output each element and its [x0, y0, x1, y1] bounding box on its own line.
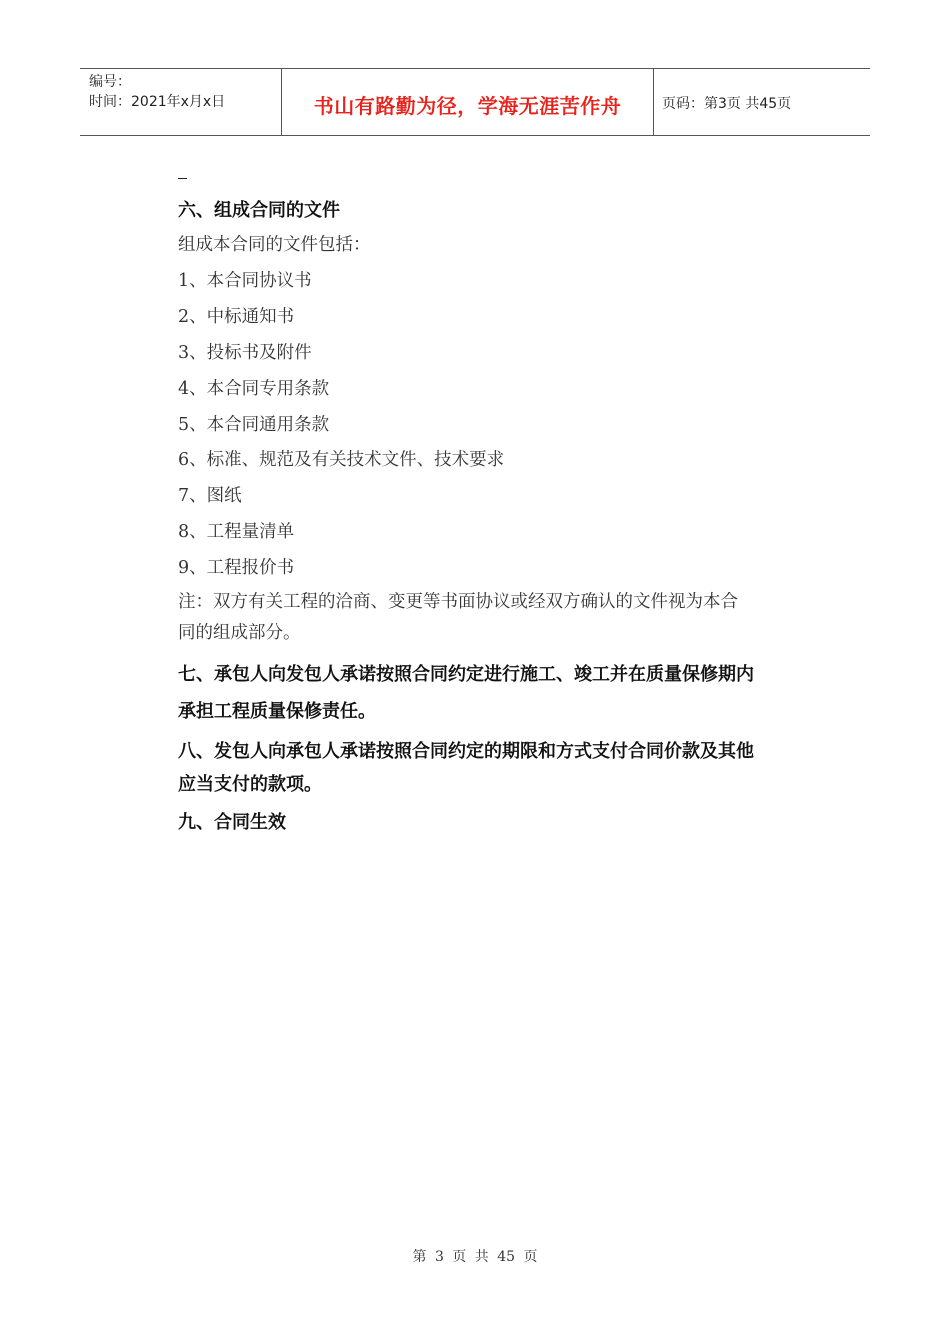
header-meta — [80, 69, 282, 135]
header-page-info: 页码：第3页 共45页 — [662, 96, 792, 112]
section-6-heading: 六、组成合同的文件 — [178, 200, 340, 221]
section-7-line: 七、承包人向发包人承诺按照合同约定进行施工、竣工并在质量保修期内 — [178, 664, 754, 685]
document-date: 时间：2021年x月x日 — [89, 94, 226, 110]
list-item: 2、中标通知书 — [178, 307, 295, 327]
page-footer: 第 3 页 共 45 页 — [412, 1249, 538, 1265]
list-item: 4、本合同专用条款 — [178, 379, 330, 399]
section-7-line: 承担工程质量保修责任。 — [178, 701, 376, 722]
dash-mark — [178, 178, 187, 179]
list-item: 1、本合同协议书 — [178, 271, 312, 291]
list-item: 7、图纸 — [178, 486, 242, 506]
note-line: 注：双方有关工程的洽商、变更等书面协议或经双方确认的文件视为本合 — [178, 592, 738, 612]
document-number-label: 编号： — [89, 74, 131, 90]
page-header — [80, 68, 870, 136]
list-item: 5、本合同通用条款 — [178, 415, 330, 435]
list-item: 3、投标书及附件 — [178, 343, 312, 363]
section-6-intro: 组成本合同的文件包括： — [178, 235, 371, 255]
section-8-heading — [178, 735, 818, 801]
section-8-line: 应当支付的款项。 — [178, 774, 322, 795]
list-item: 6、标准、规范及有关技术文件、技术要求 — [178, 450, 505, 470]
list-item: 9、工程报价书 — [178, 558, 295, 578]
note-paragraph — [178, 587, 818, 649]
list-item: 8、工程量清单 — [178, 522, 295, 542]
header-motto: 书山有路勤为径，学海无涯苦作舟 — [282, 69, 654, 135]
section-9-heading: 九、合同生效 — [178, 812, 286, 833]
note-line: 同的组成部分。 — [178, 623, 301, 643]
section-8-line: 八、发包人向承包人承诺按照合同约定的期限和方式支付合同价款及其他 — [178, 741, 754, 762]
section-7-heading — [178, 656, 818, 730]
